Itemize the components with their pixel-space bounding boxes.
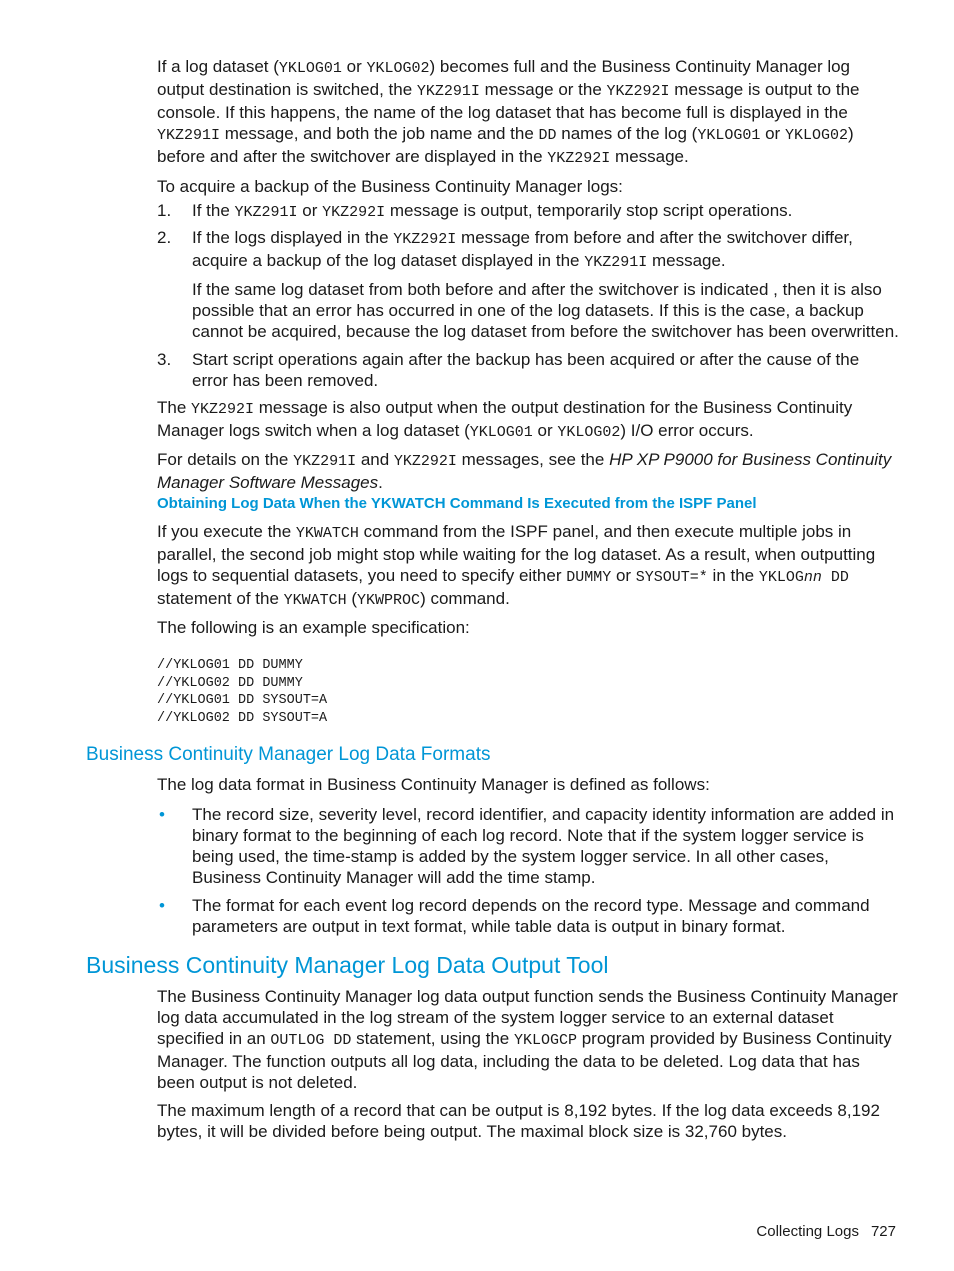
page-number: 727 <box>870 1223 896 1240</box>
step-number: 1. <box>157 201 172 220</box>
ykwatch-heading: Obtaining Log Data When the YKWATCH Command Is Executed from the ISPF Panel <box>157 495 757 512</box>
step-note: If the same log dataset from both before and after the switchover is indicated , then it is also possible that an error has occurred in one of the log datasets. If this is the case, a backup cannot be acquired, because the log dataset from before the switchover has been overwritten. <box>192 280 899 341</box>
log-switch-section <box>157 56 899 493</box>
details-paragraph: For details on the YKZ291I and YKZ292I messages, see the HP XP P9000 for Business Continuity Manager Software Messages. <box>157 450 892 492</box>
list-item <box>157 200 899 223</box>
step-text: Start script operations again after the backup has been acquired or after the cause of the error has been removed. <box>192 350 860 390</box>
step-number: 2. <box>157 228 172 247</box>
max-length-paragraph: The maximum length of a record that can be output is 8,192 bytes. If the log data exceeds 8,192 bytes, it will be divided before being output. The maximal block size is 32,760 bytes. <box>157 1101 880 1141</box>
step-text: If the logs displayed in the YKZ292I message from before and after the switchover differ, acquire a backup of the log dataset displayed in the YKZ291I message. <box>192 228 853 271</box>
code-line: //YKLOG02 DD DUMMY <box>157 675 303 691</box>
ykz292i-paragraph: The YKZ292I message is also output when the output destination for the Business Continuity Manager logs switch when a log dataset (YKLOG01 or YKLOG02) I/O error occurs. <box>157 398 853 441</box>
ykwatch-paragraph: If you execute the YKWATCH command from the ISPF panel, and then execute multiple jobs in parallel, the second job might stop while waiting for the log dataset. As a result, when outputting logs to sequential datasets, you need to specify either DUMMY or SYSOUT=* in the YKLOGnn DD statement of the YKWATCH (YKWPROC) command. <box>157 522 876 609</box>
bullet-text: The record size, severity level, record identifier, and capacity identity information are added in binary format to the beginning of each log record. Note that if the system logger service is being used, the time-stamp is added by the system logger service. In all other cases, Business Continuity Manager will add the time stamp. <box>192 805 895 887</box>
example-code-block <box>157 657 327 727</box>
log-output-tool-section <box>157 986 899 1142</box>
list-item <box>157 349 899 391</box>
list-item <box>157 895 899 937</box>
formats-bullet-list <box>157 804 899 937</box>
footer-section-title: Collecting Logs <box>756 1223 859 1240</box>
bullet-icon: • <box>159 896 165 915</box>
list-item <box>157 227 899 342</box>
ykwatch-section <box>157 521 899 638</box>
backup-steps-list <box>157 200 899 391</box>
log-output-tool-heading: Business Continuity Manager Log Data Output Tool <box>86 952 609 978</box>
log-data-formats-heading: Business Continuity Manager Log Data Formats <box>86 744 491 765</box>
example-lead-text: The following is an example specification: <box>157 618 470 637</box>
step-text: If the YKZ291I or YKZ292I message is output, temporarily stop script operations. <box>192 201 793 221</box>
page-footer <box>756 1222 896 1242</box>
list-item <box>157 804 899 888</box>
bullet-text: The format for each event log record depends on the record type. Message and command parameters are output in text format, while table data is output in binary format. <box>192 896 870 936</box>
output-tool-paragraph: The Business Continuity Manager log data output function sends the Business Continuity Manager log data accumulated in the log stream of the system logger service to an external dataset specified in an OUTLOG DD statement, using the YKLOGCP program provided by Business Continuity Manager. The function outputs all log data, including the data to be deleted. Log data that has been output is not deleted. <box>157 987 898 1092</box>
step-number: 3. <box>157 350 172 369</box>
backup-lead-text: To acquire a backup of the Business Continuity Manager logs: <box>157 177 623 196</box>
code-line: //YKLOG02 DD SYSOUT=A <box>157 710 328 726</box>
bullet-icon: • <box>159 805 165 824</box>
code-line: //YKLOG01 DD DUMMY <box>157 658 303 673</box>
intro-paragraph: If a log dataset (YKLOG01 or YKLOG02) becomes full and the Business Continuity Manager log output destination is switched, the YKZ291I message or the YKZ292I message is output to the console. If this happens, the name of the log dataset that has become full is displayed in the YKZ291I message, and both the job name and the DD names of the log (YKLOG01 or YKLOG02) before and after the switchover are displayed in the YKZ292I message. <box>157 57 860 167</box>
formats-lead-text: The log data format in Business Continuity Manager is defined as follows: <box>157 775 710 794</box>
code-line: //YKLOG01 DD SYSOUT=A <box>157 693 328 708</box>
log-data-formats-section <box>157 774 899 937</box>
